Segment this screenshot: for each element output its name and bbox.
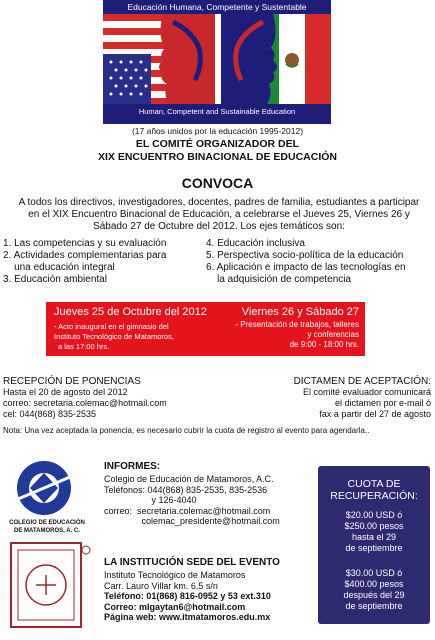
intro-line: A todos los directivos, investigadores, docentes, padres de familia, estudiantes a participar: [18, 197, 420, 208]
caption-line: COLEGIO DE EDUCACIÓN: [9, 520, 85, 526]
organizer-heading-1: EL COMITÉ ORGANIZADOR DEL: [135, 138, 300, 150]
cuota-box: [318, 466, 430, 624]
topic-item: 1. Las competencias y su evaluación: [3, 238, 167, 249]
detail-line: - Presentación de trabajos, talleres: [235, 320, 359, 329]
informes-line: y 126-4040: [104, 495, 197, 505]
banner-top-text: Educación Humana, Competente y Sustentable: [103, 0, 331, 14]
intro-line: en el XIX Encuentro Binacional de Educación, a celebrarse el Jueves 25, Viernes 26 y: [28, 209, 410, 220]
cuota-line: $250.00 pesos: [344, 521, 404, 531]
topic-item: la adquisición de competencia: [206, 274, 352, 285]
detail-line: - Acto inaugural en el gimnasio del: [54, 322, 169, 331]
topic-item: 6. Aplicación e impacto de las tecnologías en: [206, 262, 406, 273]
sede-line: Instituto Tecnológico de Matamoros: [104, 570, 246, 580]
cuota-line: de septiembre: [345, 543, 403, 553]
sede-title: LA INSTITUCIÓN SEDE DEL EVENTO: [104, 557, 280, 568]
topics-right: [206, 238, 434, 286]
dictamen-line: El comité evaluador comunicará: [302, 387, 431, 397]
organizer-heading-2: XIX ENCUENTRO BINACIONAL DE EDUCACIÓN: [98, 151, 337, 163]
informes-email-2[interactable]: colemac_presidente@hotmail.com: [104, 516, 280, 526]
banner-bottom-text: Human, Competent and Sustainable Education: [103, 104, 331, 120]
topic-item: 3. Educación ambiental: [3, 274, 107, 285]
cuota-early: [318, 510, 430, 554]
recepcion-phone: cel: 044(868) 835-2535: [3, 409, 97, 419]
topic-item: 5. Perspectiva socio-política de la educación: [206, 250, 404, 261]
event-dates-bar: [46, 302, 365, 356]
caption-line: DE MATAMOROS, A. C.: [14, 528, 80, 534]
date-thursday: Jueves 25 de Octubre del 2012: [54, 306, 207, 318]
instituto-tecnologico-logo: [8, 540, 92, 632]
flags-faces-artwork: [103, 14, 331, 104]
informes-details: [104, 474, 280, 527]
topic-item: 2. Actividades complementarias para: [3, 250, 167, 261]
sede-website[interactable]: Página web: www.itmatamoros.edu.mx: [104, 612, 271, 622]
sede-address: Carr. Lauro Villar km. 6.5 s/n: [104, 580, 218, 591]
date-friday-saturday: Viernes 26 y Sábado 27: [241, 306, 359, 318]
thursday-details: [54, 322, 174, 352]
friday-details: [235, 320, 359, 350]
dictamen-line: fax a partir del 27 de agosto: [319, 409, 431, 419]
cuota-line: después del 29: [343, 590, 405, 600]
recepcion-email: correo: secretaria.colemac@hotmail.com: [3, 398, 167, 408]
cuota-line: de septiembre: [345, 601, 403, 611]
convoca-heading: CONVOCA: [181, 175, 254, 191]
anniversary-subtitle: (17 años unidos por la educación 1995-2012): [131, 126, 304, 136]
sede-phone: Teléfono: 01(868) 816-0952 y 53 ext.310: [104, 591, 271, 601]
informes-email[interactable]: correo: secretaria.colemac@hotmail.com: [104, 505, 271, 516]
sede-details: [104, 570, 271, 623]
cuota-line: $20.00 USD ó: [345, 510, 403, 520]
recepcion-section: [3, 376, 167, 420]
colegio-caption: [6, 519, 88, 535]
informes-line: Colegio de Educación de Matamoros, A.C.: [104, 474, 274, 484]
cuota-line: $30.00 USD ó: [345, 568, 403, 578]
cuota-title-line: CUOTA DE: [347, 478, 401, 490]
cuota-title: [318, 478, 430, 502]
sede-email[interactable]: Correo: mlgaytan6@hotmail.com: [104, 601, 246, 612]
topics-left: [3, 238, 203, 286]
detail-line: a las 17:00 hrs.: [58, 342, 110, 351]
intro-line: Sábado 27 de Octubre del 2012. Los ejes temáticos son:: [93, 221, 345, 232]
colegio-logo: [14, 459, 74, 517]
recepcion-title: RECEPCIÓN DE PONENCIAS: [3, 376, 141, 387]
intro-paragraph: [10, 197, 428, 233]
cuota-title-line: RECUPERACIÓN:: [330, 490, 418, 502]
cuota-line: hasta el 29: [351, 532, 397, 542]
cuota-late: [318, 568, 430, 612]
informes-phones: Teléfonos: 044(868) 835-2535, 835-2536: [104, 484, 268, 495]
dictamen-section: [294, 376, 431, 420]
recepcion-line: Hasta el 20 de agosto del 2012: [3, 387, 128, 397]
registration-note: Nota: Una vez aceptada la ponencia, es necesario cubrir la cuota de registro al evento para agendarla..: [3, 426, 370, 435]
dictamen-line: el dictamen por e-mail ó: [334, 398, 431, 408]
header-banner: [103, 0, 331, 124]
detail-line: y conferencias: [307, 330, 359, 339]
topic-item: una educación integral: [3, 262, 115, 273]
topic-item: 4. Educación inclusiva: [206, 238, 305, 249]
cuota-line: $400.00 pesos: [344, 579, 404, 589]
detail-line: de 9:00 - 18:00 hrs.: [289, 340, 359, 349]
informes-title: INFORMES:: [104, 461, 161, 472]
detail-line: Instituto Tecnológico de Matamoros,: [54, 332, 174, 341]
dictamen-title: DICTAMEN DE ACEPTACIÓN:: [293, 376, 431, 387]
